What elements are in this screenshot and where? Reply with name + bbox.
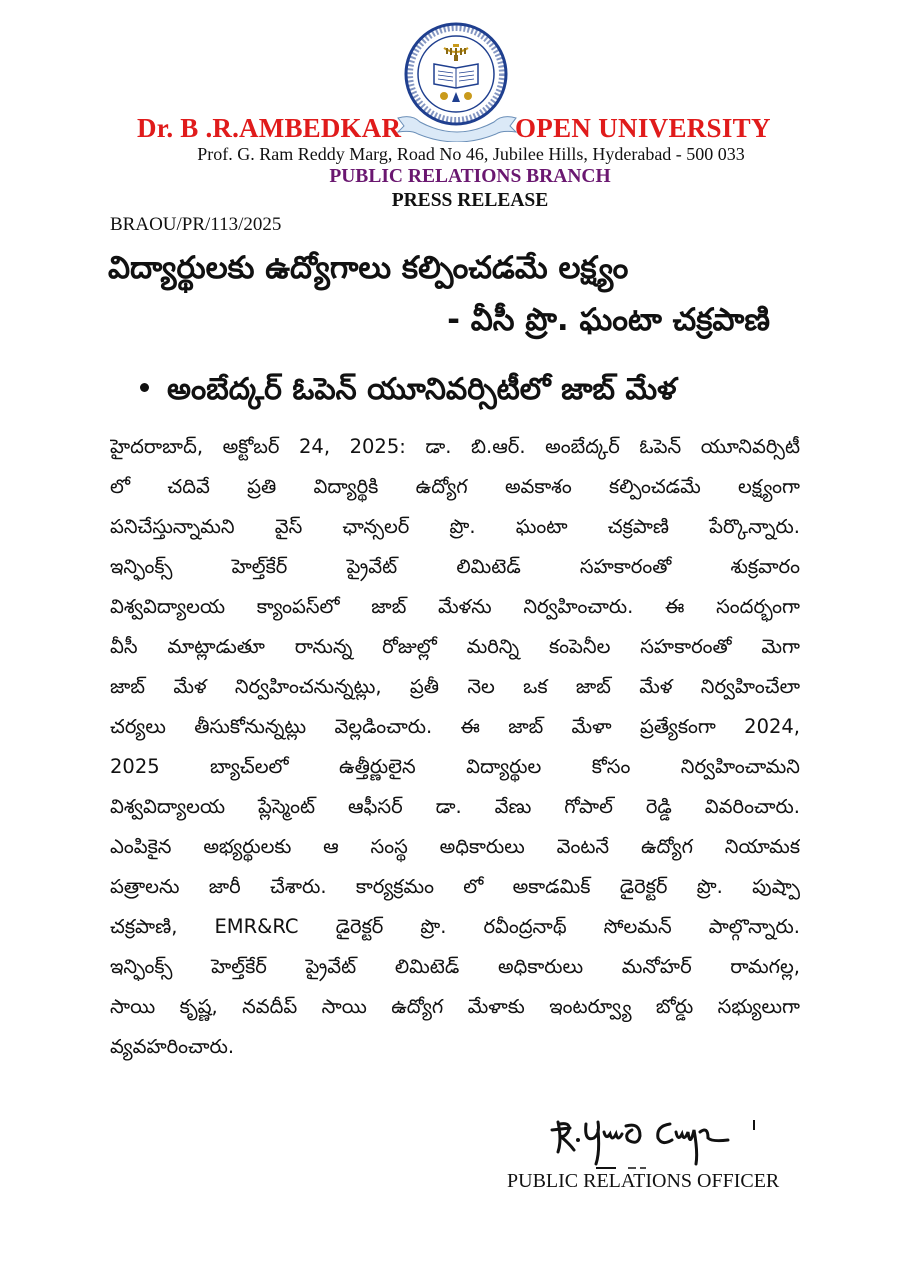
body-line: విశ్వవిద్యాలయ ప్లేస్మెంట్ ఆఫీసర్ డా. వేణు గోపాల్ రెడ్డి వివరించారు. xyxy=(110,795,800,818)
branch-title: PUBLIC RELATIONS BRANCH xyxy=(329,166,611,187)
headline-bullet xyxy=(140,372,677,414)
university-name-left: Dr. B .R.AMBEDKAR xyxy=(137,113,402,143)
body-line: లో చదివే ప్రతి విద్యార్థికి ఉద్యోగ అవకాశం కల్పించడమే లక్ష్యంగా xyxy=(110,475,800,498)
signature-icon xyxy=(548,1112,768,1172)
body-line: చక్రపాణి, EMR&RC డైరెక్టర్ ప్రొ. రవీంద్రనాథ్ సోలమన్ పాల్గొన్నారు. xyxy=(110,915,800,938)
reference-number: BRAOU/PR/113/2025 xyxy=(110,214,282,235)
bullet-icon xyxy=(140,383,149,392)
university-address: Prof. G. Ram Reddy Marg, Road No 46, Jubilee Hills, Hyderabad - 500 033 xyxy=(197,144,745,164)
university-name-right: OPEN UNIVERSITY xyxy=(515,113,771,143)
university-seal-icon xyxy=(404,22,508,126)
body-line: ఇన్ఫింక్స్ హెల్త్‌కేర్ ప్రైవేట్ లిమిటెడ్ అధికారులు మనోహర్ రామగల్ల, xyxy=(110,955,800,978)
seal-ribbon-icon xyxy=(392,112,522,142)
document-type: PRESS RELEASE xyxy=(391,190,549,211)
headline-title: విద్యార్థులకు ఉద్యోగాలు కల్పించడమే లక్ష్యం xyxy=(108,250,629,286)
body-line: విశ్వవిద్యాలయ క్యాంపస్‌లో జాబ్ మేళను నిర్వహించారు. ఈ సందర్భంగా xyxy=(110,595,800,618)
body-line: వీసీ మాట్లాడుతూ రానున్న రోజుల్లో మరిన్ని కంపెనీల సహకారంతో మెగా xyxy=(110,635,800,658)
body-line: సాయి కృష్ణ, నవదీప్ సాయి ఉద్యోగ మేళాకు ఇంటర్వ్యూ బోర్డు సభ్యులుగా xyxy=(110,995,800,1018)
body-line: ఎంపికైన అభ్యర్థులకు ఆ సంస్థ అధికారులు వెంటనే ఉద్యోగ నియామక xyxy=(110,835,800,858)
body-line: 2025 బ్యాచ్‌లలో ఉత్తీర్ణులైన విద్యార్థుల కోసం నిర్వహించామని xyxy=(110,755,800,778)
body-line: పత్రాలను జారీ చేశారు. కార్యక్రమం లో అకాడమిక్ డైరెక్టర్ ప్రొ. పుష్పా xyxy=(110,875,800,898)
body-line: వ్యవహరించారు. xyxy=(110,1035,235,1058)
signatory-designation: PUBLIC RELATIONS OFFICER xyxy=(507,1170,780,1192)
press-release-body xyxy=(110,428,800,1068)
body-line: ఇన్ఫింక్స్ హెల్త్‌కేర్ ప్రైవేట్ లిమిటెడ్ సహకారంతో శుక్రవారం xyxy=(110,555,800,578)
body-line: పనిచేస్తున్నామని వైస్ ఛాన్సలర్ ప్రొ. ఘంటా చక్రపాణి పేర్కొన్నారు. xyxy=(110,515,800,538)
body-line: చర్యలు తీసుకోనున్నట్లు వెల్లడించారు. ఈ జాబ్ మేళా ప్రత్యేకంగా 2024, xyxy=(110,715,800,738)
headline-attribution: - వీసీ ప్రొ. ఘంటా చక్రపాణి xyxy=(447,302,770,338)
body-line: జాబ్ మేళ నిర్వహించనున్నట్లు, ప్రతీ నెల ఒక జాబ్ మేళ నిర్వహించేలా xyxy=(110,675,800,698)
body-line: హైదరాబాద్, అక్టోబర్ 24, 2025: డా. బి.ఆర్. అంబేద్కర్ ఓపెన్ యూనివర్సిటీ xyxy=(110,435,800,458)
bullet-text: అంబేద్కర్ ఓపెన్ యూనివర్సిటీలో జాబ్ మేళ xyxy=(167,372,677,407)
